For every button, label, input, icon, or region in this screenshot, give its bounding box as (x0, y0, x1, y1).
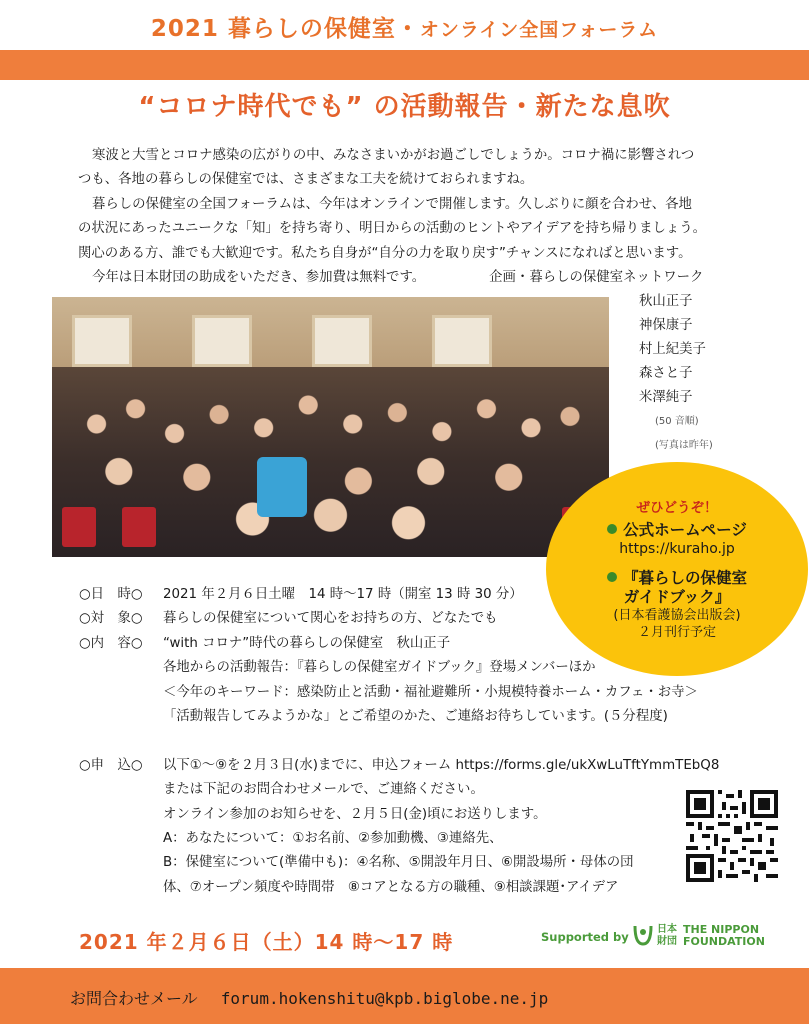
headline: “コロナ時代でも” の活動報告・新たな息吹 (138, 92, 671, 122)
contact-email-link[interactable]: forum.hokenshitu@kpb.biglobe.ne.jp (220, 989, 549, 1008)
nippon-foundation-logo-icon (632, 922, 654, 948)
supported-by-label: Supported by (541, 930, 629, 944)
member-list (639, 290, 713, 458)
intro-text (78, 144, 758, 290)
top-accent-bar (0, 50, 809, 80)
organizer: 企画・暮らしの保健室ネットワーク (489, 270, 704, 286)
homepage-heading (546, 518, 808, 540)
sponsor-en-line2: FOUNDATION (683, 935, 765, 948)
sponsor-en-name (683, 924, 765, 948)
forum-title (0, 10, 809, 43)
member-name: 森さと子 (639, 366, 693, 381)
intro-line: つも、各地の暮らしの保健室では、さまざまな工夫を続けておられますね。 (78, 172, 534, 188)
forum-title-main: 暮らしの保健室・ (227, 16, 420, 42)
detail-row-content (79, 632, 719, 656)
contact-line (70, 986, 548, 1009)
member-name: 村上紀美子 (639, 342, 706, 357)
intro-line: の状況にあったユニークな「知」を持ち寄り、明日からの活動のヒントやアイデアを持ち帰りましょう。 (78, 221, 707, 237)
member-name: 神保康子 (639, 318, 693, 333)
content-label: ○内 容○ (79, 635, 143, 651)
apply-label: ○申 込○ (79, 757, 143, 773)
apply-line: オンライン参加のお知らせを、２月５日(金)頃にお送りします。 (163, 806, 547, 822)
forum-title-sub: オンライン全国フォーラム (419, 19, 659, 41)
apply-line: 体、⑦オープン頻度や時間帯 ⑧コアとなる方の職種、⑨相談課題･アイデア (163, 879, 619, 895)
sponsor-jp-name: 日本財団 (657, 924, 677, 947)
event-date-banner: 2021 年２月６日（土）14 時～17 時 (79, 930, 454, 954)
apply-line: A：あなたについて：①お名前、②参加動機、③連絡先、 (163, 831, 503, 847)
target-value: 暮らしの保健室について関心をお持ちの方、どなたでも (163, 611, 498, 627)
target-label: ○対 象○ (79, 611, 143, 627)
content-line: 「活動報告してみようかな」とご希望のかた、ご連絡お待ちしています。(５分程度) (163, 709, 668, 725)
book-title-line2: ガイドブック』 (623, 588, 731, 606)
group-photo (52, 297, 609, 557)
content-line: 各地からの活動報告：『暮らしの保健室ガイドブック』登場メンバーほか (163, 660, 596, 676)
book-publisher: (日本看護協会出版会) (613, 608, 741, 623)
member-name: 秋山正子 (639, 294, 693, 309)
intro-line: 暮らしの保健室の全国フォーラムは、今年はオンラインで開催します。久しぶりに顔を合わせ、各地 (92, 196, 692, 212)
photo-note: (写真は昨年) (655, 440, 713, 451)
detail-row-target (79, 607, 719, 631)
intro-line: 関心のある方、誰でも大歓迎です。私たち自身が“自分の力を取り戻す”チャンスになればと思います。 (78, 245, 692, 261)
forum-year: 2021 (150, 16, 219, 42)
intro-line (78, 266, 758, 290)
apply-line: B：保健室について(準備中も)：④名称、⑤開設年月日、⑥開設場所・母体の団 (163, 855, 634, 871)
apply-line: または下記のお問合わせメールで、ご連絡ください。 (163, 782, 484, 798)
event-details (79, 583, 719, 900)
intro-line: 寒波と大雪とコロナ感染の広がりの中、みなさまいかがお過ごしでしょうか。コロナ禍に影響されつ (92, 148, 695, 163)
apply-line: 以下①～⑨を２月３日(水)までに、申込フォーム https://forms.gle/ukXwLuTftYmmTEbQ8 (163, 757, 720, 773)
homepage-link[interactable]: https://kuraho.jp (619, 541, 735, 557)
date-value: 2021 年２月６日土曜 14 時～17 時（開室 13 時 30 分） (163, 587, 523, 602)
book-title-line1: 『暮らしの保健室 (622, 569, 747, 587)
detail-row-apply (79, 754, 719, 778)
qr-code-icon (686, 790, 778, 882)
promo-cta: ぜひどうぞ！ (636, 500, 718, 516)
detail-row-date (79, 583, 719, 607)
sponsor-en-line1: THE NIPPON (683, 923, 760, 936)
homepage-label: 公式ホームページ (623, 521, 747, 539)
content-line: “with コロナ”時代の暮らしの保健室 秋山正子 (163, 635, 451, 651)
content-line: ＜今年のキーワード：感染防止と活動・福祉避難所・小規模特養ホーム・カフェ・お寺＞ (163, 684, 698, 700)
bullet-icon (607, 524, 617, 534)
order-note: (50 音順) (655, 416, 699, 427)
date-label: ○日 時○ (79, 587, 143, 602)
qr-code[interactable] (686, 790, 778, 882)
free-note: 今年は日本財団の助成をいただき、参加費は無料です。 (92, 270, 426, 286)
contact-label: お問合わせメール (70, 989, 198, 1008)
book-release: ２月刊行予定 (637, 625, 716, 640)
bullet-icon (607, 572, 617, 582)
member-name: 米澤純子 (639, 390, 693, 405)
